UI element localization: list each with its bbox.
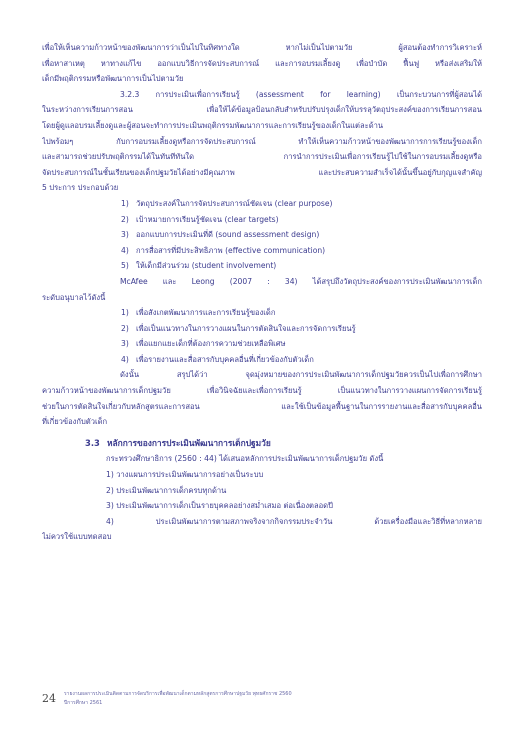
list-item: 2) เพื่อเป็นแนวทางในการวางแผนในการตัดสินใจและการจัดการเรียนรู้	[121, 323, 356, 333]
list-item: 1) เพื่อสังเกตพัฒนาการและการเรียนรู้ของเด็ก	[121, 308, 276, 318]
text-line: และสามารถช่วยปรับพฤติกรรมได้ในทันทีทันใด การนำการประเมินเพื่อการเรียนรู้ไปใช้ในการอบรมเลี้ยงดูหรือ	[42, 152, 482, 162]
page-number: 24	[42, 692, 56, 705]
text-line: ระดับอนุบาลไว้ดังนี้	[42, 292, 106, 302]
page-footer	[42, 688, 482, 714]
summary-paragraph	[42, 367, 482, 429]
page-content	[42, 40, 482, 545]
text-line: ไปพร้อมๆ กับการอบรมเลี้ยงดูหรือการจัดประสบการณ์ ทำให้เห็นความก้าวหน้าของพัฒนาการการเรียนรู้ของเด็ก	[42, 136, 482, 146]
section-number: 3.3	[85, 437, 100, 448]
text-line: จัดประสบการณ์ในชั้นเรียนของเด็กปฐมวัยได้อย่างมีคุณภาพ และประสบความสำเร็จได้นั้นขึ้นอยู่กับกุญแจสำคัญ	[42, 167, 482, 177]
text-line: McAfee และ Leong (2007 : 34) ได้สรุปถึงวัตถุประสงค์ของการประเมินพัฒนาการเด็ก	[120, 276, 482, 286]
footer-caption	[64, 690, 292, 708]
section-title: หลักการของการประเมินพัฒนาการเด็กปฐมวัย	[107, 437, 271, 448]
text-line: 3.2.3 การประเมินเพื่อการเรียนรู้ (assessment for learning) เป็นกระบวนการที่ผู้สอนได้	[120, 89, 482, 99]
section-body	[42, 451, 482, 545]
text-line: เด็กมีพฤติกรรมหรือพัฒนาการเป็นไปตามวัย	[42, 74, 184, 84]
footer-line: รายงานผลการประเมินติดตามการจัดบริการเพื่อพัฒนาเด็กตามหลักสูตรการศึกษาปฐมวัย พุทธศักราช 2560	[64, 691, 292, 697]
list-item: 2) ประเมินพัฒนาการเด็กครบทุกด้าน	[106, 485, 227, 495]
text-line: 5 ประการ ประกอบด้วย	[42, 183, 119, 193]
text-line: ไม่ควรใช้แบบทดสอบ	[42, 532, 112, 542]
list-item: 1) วัตถุประสงค์ในการจัดประสบการณ์ชัดเจน (clear purpose)	[121, 198, 333, 208]
list-item: 4) การสื่อสารที่มีประสิทธิภาพ (effective communication)	[121, 245, 326, 255]
text-line: กระทรวงศึกษาธิการ (2560 : 44) ได้เสนอหลักการประเมินพัฒนาการเด็กปฐมวัย ดังนี้	[106, 454, 384, 464]
text-line: เพื่อให้เห็นความก้าวหน้าของพัฒนาการว่าเป็นไปในทิศทางใด หากไม่เป็นไปตามวัย ผู้สอนต้องทำการวิเคราะห์	[42, 43, 482, 52]
list-item: 1) วางแผนการประเมินพัฒนาการอย่างเป็นระบบ	[106, 470, 264, 480]
paragraph-3-2-3	[42, 87, 482, 196]
list-item: 3) เพื่อแยกแยะเด็กที่ต้องการความช่วยเหลือพิเศษ	[121, 339, 286, 349]
text-line: ในระหว่างการเรียนการสอน เพื่อให้ได้ข้อมูลป้อนกลับสำหรับปรับปรุงเด็กให้บรรลุวัตถุประสงค์ของการเรียนการสอน	[42, 105, 482, 115]
text-line: โดยผู้ดูแลอบรมเลี้ยงดูและผู้สอนจะทำการประเมินพฤติกรรมพัฒนาการและการเรียนรู้ของเด็กในแต่ละด้าน	[42, 120, 384, 130]
purposes-list	[42, 305, 482, 367]
text-line: ดังนั้น สรุปได้ว่า จุดมุ่งหมายของการประเมินพัฒนาการเด็กปฐมวัยควรเป็นไปเพื่อการศึกษา	[120, 370, 482, 380]
text-line: เพื่อหาสาเหตุ หาทางแก้ไข ออกแบบวิธีการจัดประสบการณ์ และการอบรมเลี้ยงดู เพื่อบำบัด ฟื้นฟู หรือส่งเสริมให้	[42, 58, 482, 68]
text-line: ช่วยในการตัดสินใจเกี่ยวกับหลักสูตรและการสอน และใช้เป็นข้อมูลพื้นฐานในการรายงานและสื่อสารกับบุคคลอื่น	[42, 401, 482, 411]
list-item: 5) ให้เด็กมีส่วนร่วม (student involvement)	[121, 261, 277, 271]
list-item: 4) เพื่อรายงานและสื่อสารกับบุคคลอื่นที่เกี่ยวข้องกับตัวเด็ก	[121, 354, 314, 364]
list-item: 3) ออกแบบการประเมินที่ดี (sound assessment design)	[121, 230, 320, 240]
key-factors-list	[42, 196, 482, 274]
intro-paragraph	[42, 40, 482, 87]
list-item: 3) ประเมินพัฒนาการเด็กเป็นรายบุคคลอย่างสม่ำเสมอ ต่อเนื่องตลอดปี	[106, 501, 333, 511]
text-line: ที่เกี่ยวข้องกับตัวเด็ก	[42, 417, 108, 427]
footer-line: ปีการศึกษา 2561	[64, 700, 103, 706]
list-item: 4) ประเมินพัฒนาการตามสภาพจริงจากกิจกรรมประจำวัน ด้วยเครื่องมือและวิธีที่หลากหลาย	[106, 516, 482, 526]
section-heading	[42, 436, 482, 452]
list-item: 2) เป้าหมายการเรียนรู้ชัดเจน (clear targets)	[121, 214, 279, 224]
text-line: ความก้าวหน้าของพัฒนาการเด็กปฐมวัย เพื่อวินิจฉัยและเพื่อการเรียนรู้ เป็นแนวทางในการวางแผนการจัดการเรียนรู้	[42, 386, 482, 396]
mcafee-paragraph	[42, 274, 482, 305]
